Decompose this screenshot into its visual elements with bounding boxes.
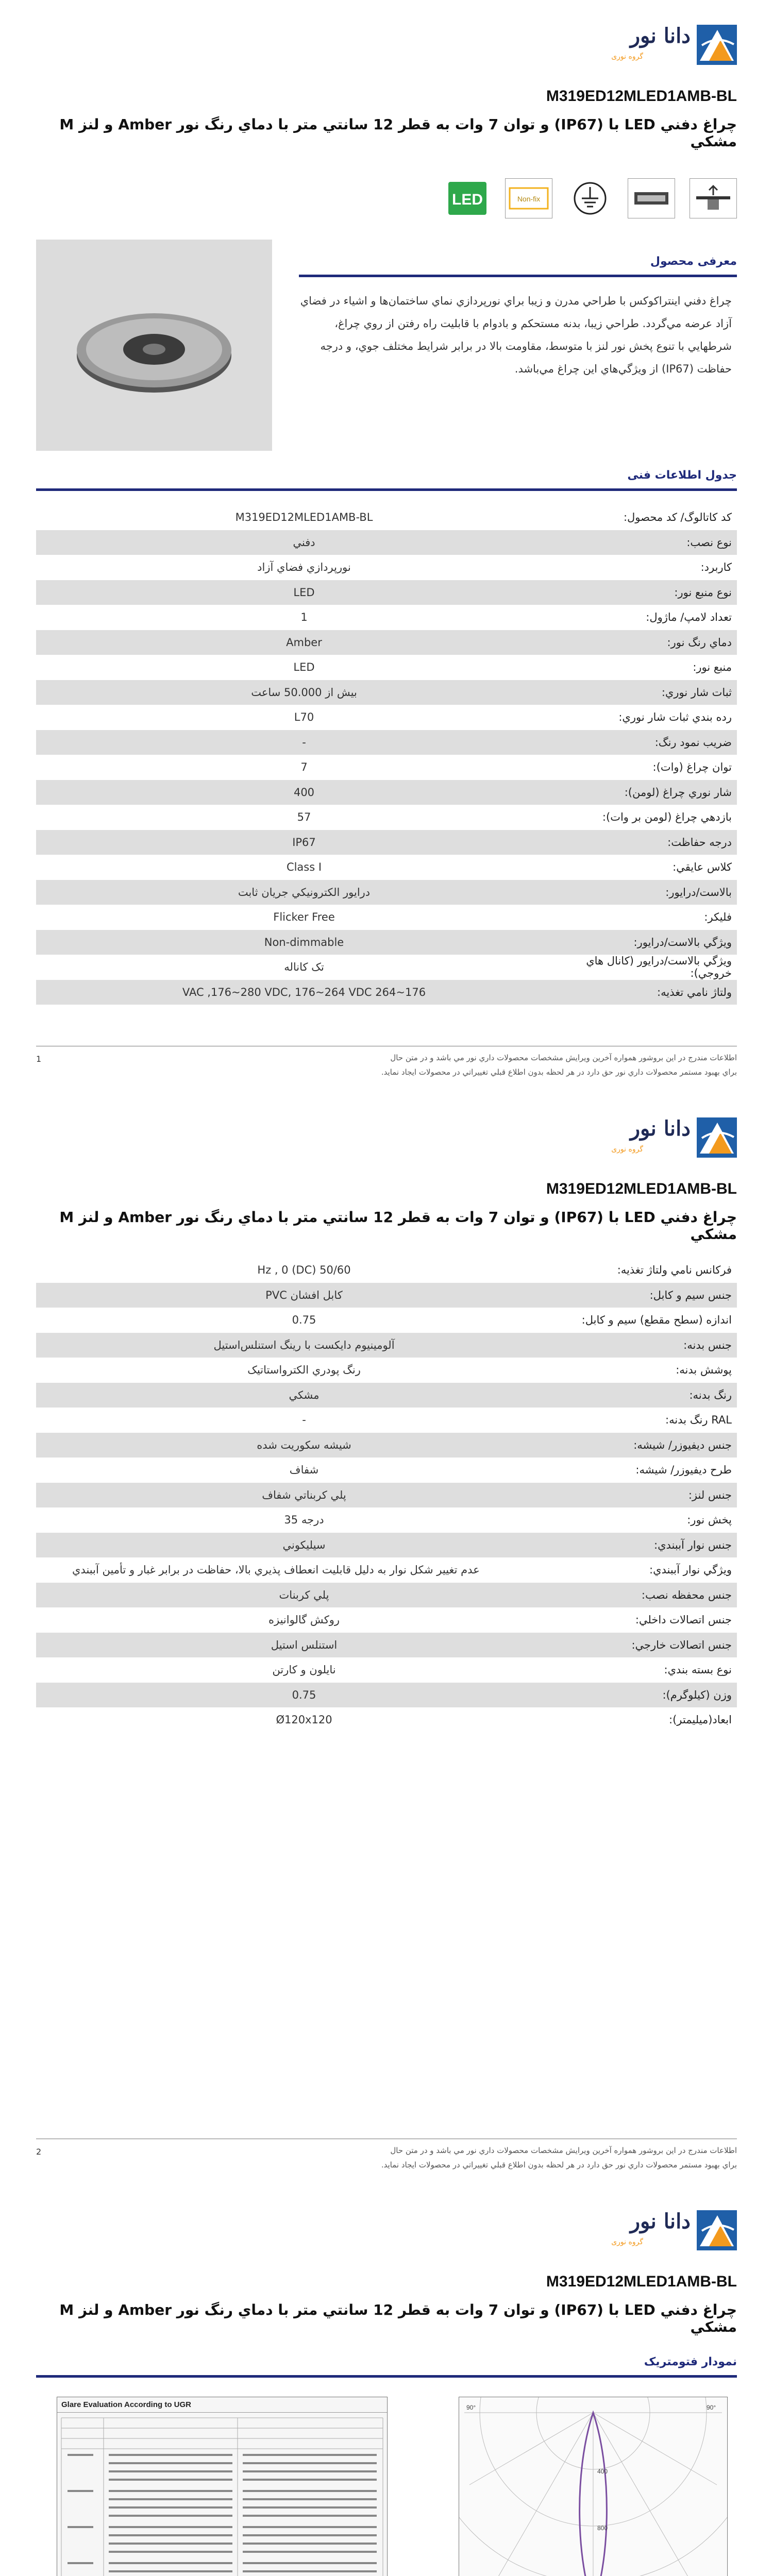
svg-text:LED: LED	[452, 191, 483, 208]
spec-label: توان چراغ (وات):	[652, 761, 732, 774]
spec-label: منبع نور:	[693, 661, 732, 674]
spec-label: جنس سيم و کابل:	[649, 1289, 732, 1301]
spec-value: L70	[294, 711, 314, 724]
spec-label: وزن (کيلوگرم):	[662, 1688, 732, 1701]
spec-value: IP67	[292, 836, 316, 849]
spec-label: ثبات شار نوري:	[661, 686, 732, 699]
spec-value: درايور الکترونيکي جريان ثابت	[238, 886, 371, 899]
spec-label: ضريب نمود رنگ:	[654, 736, 732, 749]
feature-badges	[444, 178, 737, 219]
spec-value: عدم تغيير شکل نوار به دليل قابليت انعطاف پذيري بالا، حفاظت در برابر غبار و تأمين آببندي	[72, 1564, 480, 1577]
spec-label: فليکر:	[704, 911, 732, 924]
spec-value: شيشه سکوريت شده	[257, 1438, 351, 1451]
spec-label: اندازه (سطح مقطع) سيم و کابل:	[581, 1314, 732, 1327]
model-code: M319ED12MLED1AMB-BL	[546, 1180, 737, 1197]
footer-note: اطلاعات مندرج در اين بروشور همواره آخرين ويرايش مشخصات محصولات داري نور مي باشد و در متن حال	[390, 2146, 737, 2155]
spec-row	[36, 1258, 737, 1283]
spec-table-2	[36, 1258, 737, 1733]
product-title: چراغ دفني LED با (IP67) و توان 7 وات به قطر 12 سانتي متر با دماي رنگ نور Amber و لنز M مشکي	[59, 1209, 737, 1243]
spec-heading: جدول اطلاعات فنی	[36, 469, 737, 486]
spec-row	[36, 905, 737, 930]
ugr-grid	[57, 2413, 387, 2576]
spec-value: 176~264 VAC ,176~280 VDC, 176~264 VDC	[182, 986, 426, 998]
spec-label: جنس نوار آببندي:	[654, 1538, 732, 1551]
spec-row	[36, 805, 737, 830]
spec-row	[36, 1533, 737, 1558]
spec-label: جنس بدنه:	[683, 1338, 732, 1351]
spec-label: جنس ديفيوزر/ شيشه:	[633, 1438, 732, 1451]
spec-row	[36, 655, 737, 680]
recessed-ground-icon	[690, 178, 737, 218]
spec-label: نوع نصب:	[686, 536, 732, 549]
page-3	[0, 2185, 773, 2576]
spec-label: رده بندي ثبات شار نوري:	[618, 711, 732, 724]
svg-text:Non-fix: Non-fix	[517, 195, 541, 203]
spec-value: 50/60 Hz , 0 (DC)	[257, 1264, 351, 1277]
spec-row	[36, 755, 737, 780]
spec-row	[36, 1707, 737, 1733]
spec-value: پلي کربناتي شفاف	[262, 1488, 346, 1501]
spec-label: شار نوري چراغ (لومن):	[624, 786, 732, 799]
spec-label: پخش نور:	[687, 1514, 732, 1527]
spec-row	[36, 605, 737, 630]
spec-label: پوشش بدنه:	[676, 1364, 732, 1377]
spec-value: نورپردازي فضاي آزاد	[257, 561, 351, 574]
spec-row	[36, 1583, 737, 1608]
spec-value: 7	[300, 761, 308, 774]
spec-row	[36, 955, 737, 980]
brand-logo	[587, 1113, 737, 1162]
spec-value: آلومينيوم دايکست با رينگ استنلس‌استيل	[213, 1338, 395, 1351]
brand-tagline: گروه نوری	[611, 1145, 643, 1154]
spec-row	[36, 1308, 737, 1333]
spec-row	[36, 1408, 737, 1433]
spec-value: -	[302, 736, 306, 749]
spec-label: بالاست/درايور:	[665, 886, 732, 899]
spec-value: تک کاناله	[284, 961, 324, 974]
spec-label: ولتاژ نامي تغذيه:	[657, 986, 732, 998]
page-number: 1	[36, 1054, 42, 1064]
spec-row	[36, 930, 737, 955]
polar-value-label: 400	[597, 2468, 608, 2475]
spec-value: شفاف	[289, 1464, 319, 1477]
spec-label: ويژگي بالاست/درايور:	[633, 936, 732, 948]
ugr-table	[57, 2397, 388, 2576]
spec-row	[36, 505, 737, 530]
spec-label: ابعاد(ميليمتر):	[669, 1714, 732, 1726]
spec-row	[36, 555, 737, 580]
spec-row	[36, 1458, 737, 1483]
brand-logo	[587, 2206, 737, 2255]
spec-row	[36, 830, 737, 855]
spec-row	[36, 680, 737, 705]
spec-row	[36, 1333, 737, 1358]
spec-row	[36, 730, 737, 755]
spec-value: روکش گالوانيزه	[268, 1614, 340, 1626]
spec-value: Amber	[286, 636, 322, 649]
spec-value: کابل افشان PVC	[265, 1289, 343, 1301]
spec-value: رنگ پودري الکترواستاتيک	[247, 1364, 361, 1377]
spec-row	[36, 580, 737, 605]
spec-label: جنس اتصالات خارجي:	[631, 1638, 732, 1651]
spec-value: استنلس استيل	[271, 1638, 338, 1651]
page-1	[0, 0, 773, 1093]
spec-label: جنس محفظه نصب:	[641, 1588, 732, 1601]
spec-value: 57	[297, 811, 311, 824]
spec-label: جنس لنز:	[688, 1488, 732, 1501]
spec-label: ويژگي بالاست/درايور (کانال هاي خروجي):	[586, 955, 732, 980]
ground-symbol-icon	[567, 179, 613, 218]
page-number: 2	[36, 2147, 42, 2157]
product-photo	[36, 240, 272, 451]
brand-mark-icon	[697, 25, 737, 65]
brand-tagline: گروه نوری	[611, 2238, 643, 2246]
spec-value: سيليکوني	[282, 1538, 326, 1551]
spec-row	[36, 630, 737, 655]
spec-label: دماي رنگ نور:	[667, 636, 732, 649]
spec-value: M319ED12MLED1AMB-BL	[235, 511, 373, 524]
spec-row	[36, 1507, 737, 1533]
spec-value: مشکي	[289, 1388, 320, 1401]
spec-row	[36, 1607, 737, 1633]
brand-mark-icon	[697, 2210, 737, 2250]
intro-text: چراغ دفني اينتراکوکس با طراحي مدرن و زيبا براي نورپردازي نماي ساختمان‌ها و اشياء در فضاي آزاد عرضه مي‌گردد. طراحي زيبا، بدنه مستحکم و بادوام با قابليت راه رفتن از روي چراغ، شرطهايي با تنوع پخش نور لنز با متوسط، مقاومت بالا در برابر شرايط مختلف جوي، و درجه حفاظت (IP67) از ويژگي‌هاي اين چراغ مي‌باشد.	[300, 295, 732, 375]
intro-heading: معرفی محصول	[36, 255, 737, 273]
footer-note-2: براي بهبود مستمر محصولات داري نور حق دارد در هر لحظه بدون اطلاع قبلي تغييراتي در محصولات ايجاد نمايد.	[381, 2160, 737, 2170]
polar-value-label: 800	[597, 2524, 608, 2532]
spec-row	[36, 530, 737, 555]
spec-label: تعداد لامپ/ ماژول:	[646, 611, 732, 624]
spec-label: جنس اتصالات داخلي:	[635, 1614, 732, 1626]
spec-row	[36, 1483, 737, 1508]
spec-row	[36, 1383, 737, 1408]
spec-label: نوع منبع نور:	[674, 586, 732, 599]
ugr-title: Glare Evaluation According to UGR	[57, 2397, 387, 2413]
nonfix-driver-icon	[505, 178, 552, 218]
spec-value: 400	[293, 786, 315, 799]
spec-value: پلي کربنات	[279, 1588, 329, 1601]
footer-note: اطلاعات مندرج در اين بروشور همواره آخرين ويرايش مشخصات محصولات داري نور مي باشد و در متن حال	[390, 1053, 737, 1062]
brand-tagline: گروه نوری	[611, 53, 643, 61]
spec-value: Ø120x120	[276, 1714, 332, 1726]
spec-value: 0.75	[292, 1688, 316, 1701]
spec-value: دفني	[293, 536, 315, 549]
polar-angle-label: 90°	[466, 2404, 476, 2411]
spec-label: درجه حفاظت:	[667, 836, 732, 849]
spec-label: رنگ بدنه:	[689, 1388, 732, 1401]
brand-name: دانا نور	[630, 24, 691, 48]
spec-value: LED	[293, 586, 315, 599]
brand-name: دانا نور	[630, 2209, 691, 2233]
spec-label: کلاس عايقي:	[673, 861, 732, 874]
spec-label: کاربرد:	[700, 561, 732, 574]
brand-mark-icon	[697, 1117, 737, 1158]
brand-name: دانا نور	[630, 1116, 691, 1141]
brand-logo	[587, 21, 737, 70]
spec-row	[36, 780, 737, 805]
spec-value: درجه 35	[284, 1514, 324, 1527]
footer-note-2: براي بهبود مستمر محصولات داري نور حق دارد در هر لحظه بدون اطلاع قبلي تغييراتي در محصولات ايجاد نمايد.	[381, 1067, 737, 1077]
spec-label: RAL رنگ بدنه:	[665, 1414, 732, 1427]
spec-value: نايلون و کارتن	[272, 1664, 336, 1676]
product-title: چراغ دفني LED با (IP67) و توان 7 وات به قطر 12 سانتي متر با دماي رنگ نور Amber و لنز M مشکي	[59, 2301, 737, 2335]
photometric-heading: نمودار فتومتریک	[36, 2355, 737, 2373]
spec-row	[36, 1633, 737, 1658]
spec-row	[36, 1657, 737, 1683]
driver-box-icon	[628, 178, 675, 218]
spec-value: LED	[293, 661, 315, 674]
polar-diagram	[459, 2397, 728, 2576]
product-title: چراغ دفني LED با (IP67) و توان 7 وات به قطر 12 سانتي متر با دماي رنگ نور Amber و لنز M مشکي	[59, 116, 737, 150]
spec-table-1	[36, 505, 737, 1005]
spec-value: Non-dimmable	[264, 936, 344, 948]
spec-label: کد کاتالوگ/ کد محصول:	[623, 511, 732, 524]
spec-row	[36, 705, 737, 730]
spec-value: 1	[300, 611, 308, 624]
spec-value: -	[302, 1414, 306, 1427]
spec-row	[36, 980, 737, 1005]
spec-value: Flicker Free	[273, 911, 335, 924]
polar-angle-label: 90°	[707, 2404, 716, 2411]
spec-label: نوع بسته بندي:	[664, 1664, 732, 1676]
spec-row	[36, 1557, 737, 1583]
spec-value: 0.75	[292, 1314, 316, 1327]
led-badge-icon	[444, 179, 491, 218]
spec-label: طرح ديفيوزر/ شيشه:	[635, 1464, 732, 1477]
page-2	[0, 1093, 773, 2185]
model-code: M319ED12MLED1AMB-BL	[546, 88, 737, 105]
spec-row	[36, 855, 737, 880]
spec-row	[36, 1683, 737, 1708]
spec-row	[36, 880, 737, 905]
spec-row	[36, 1283, 737, 1308]
spec-row	[36, 1433, 737, 1458]
spec-value: Class I	[286, 861, 322, 874]
spec-row	[36, 1358, 737, 1383]
spec-value: بيش از 50.000 ساعت	[251, 686, 357, 699]
spec-label: بازدهي چراغ (لومن بر وات):	[602, 811, 732, 824]
spec-label: فرکانس نامي ولتاژ تغذيه:	[617, 1264, 732, 1277]
spec-label: ويژگي نوار آببندي:	[649, 1564, 732, 1577]
model-code: M319ED12MLED1AMB-BL	[546, 2273, 737, 2290]
